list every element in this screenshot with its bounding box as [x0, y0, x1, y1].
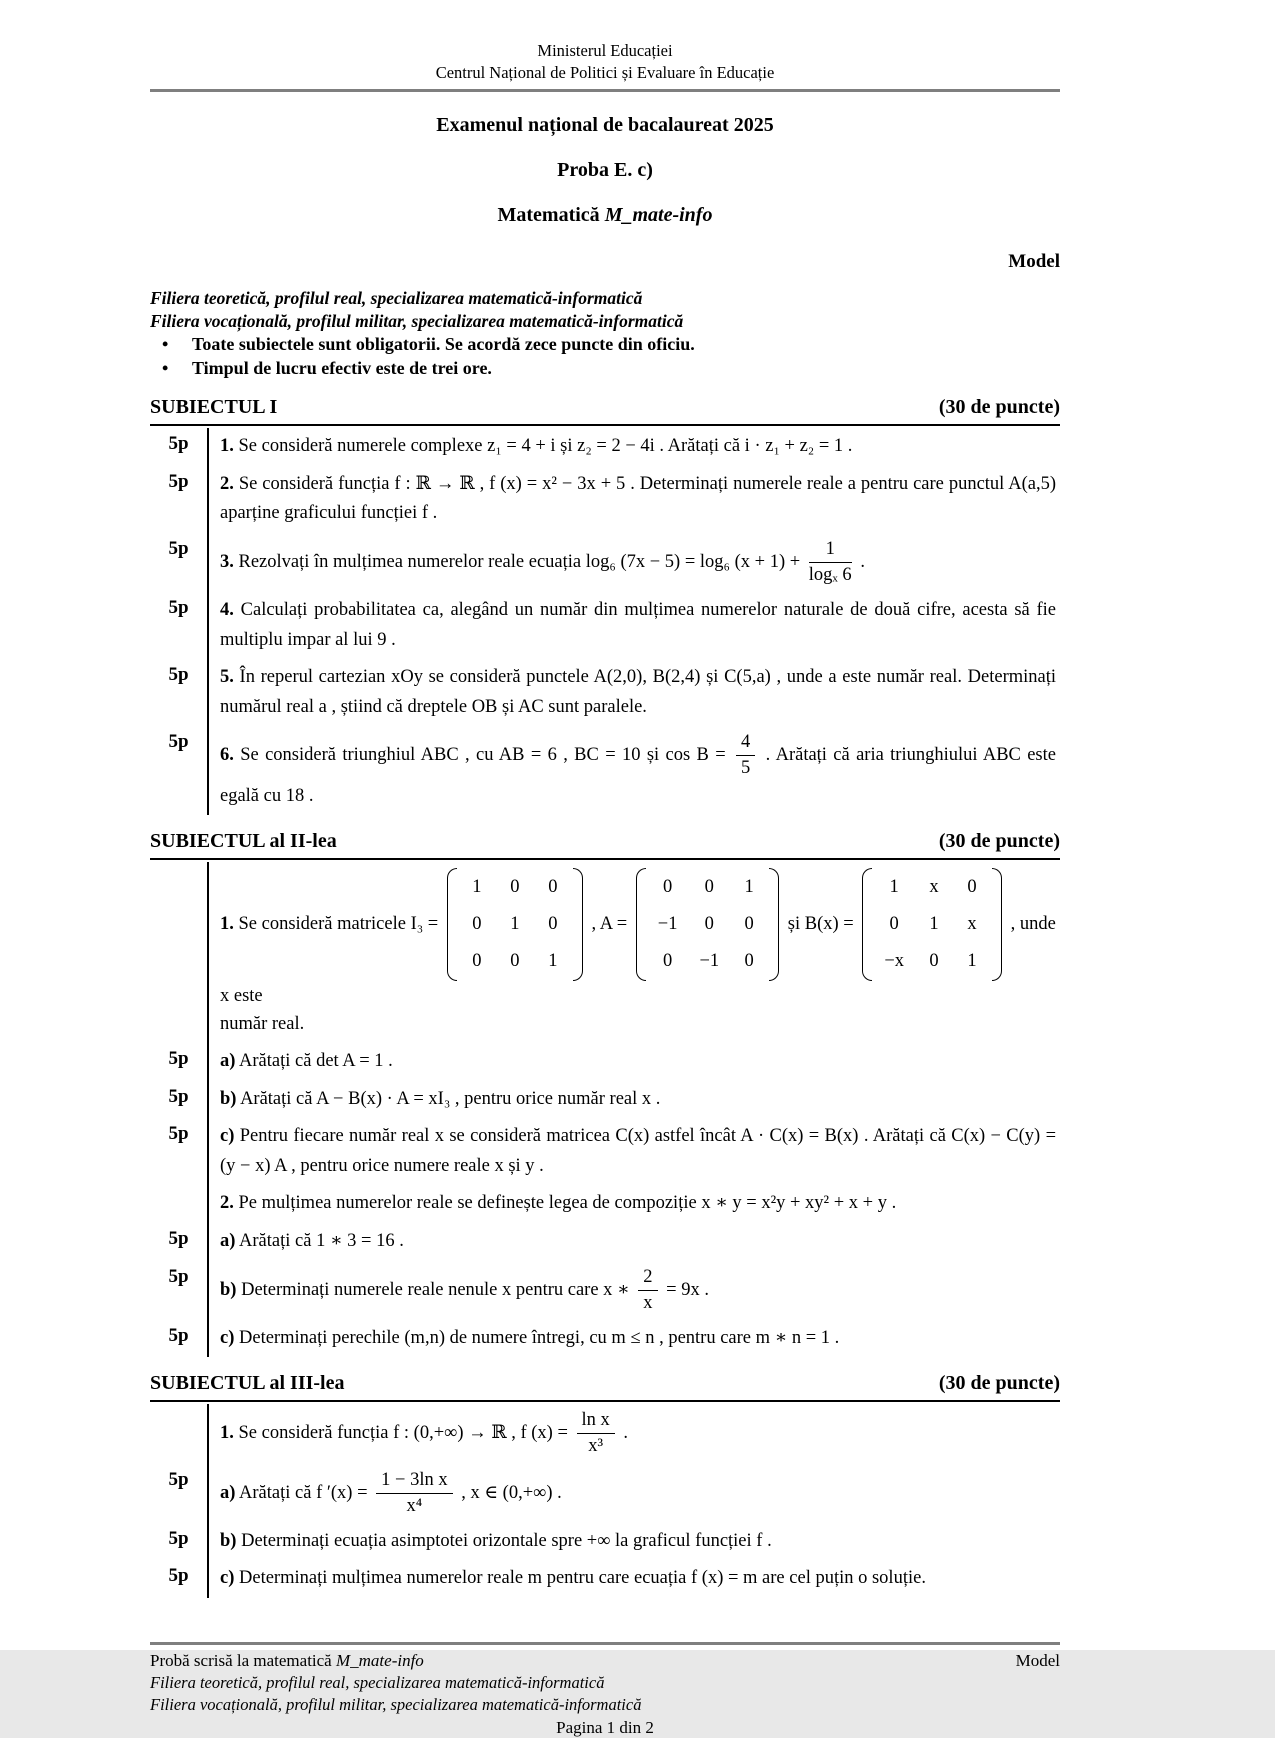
footer-rule: [150, 1642, 1060, 1645]
problem-row: [150, 592, 1060, 659]
fraction: $\frac{2}{x}$: [638, 1266, 657, 1315]
points-badge: 5p: [168, 1527, 189, 1549]
section2-table: [150, 858, 1060, 1357]
problem-letter: a): [220, 1230, 236, 1251]
problem-row: [150, 428, 1060, 466]
bullet-icon: •: [162, 334, 169, 355]
footer-filiera-2: Filiera vocațională, profilul militar, specializarea matematică-informatică: [150, 1695, 642, 1715]
problem-row: [150, 1118, 1060, 1185]
points-spacer: [150, 1185, 207, 1223]
section2-heading: [150, 830, 1060, 853]
problem-text: a) Arătați că det A = 1 .: [207, 1043, 1060, 1081]
problem-number: 2.: [220, 1193, 234, 1214]
problem-text: 1. Se consideră matricele I₃ = 1 0 0 0 1 0 0 0 1 , A = 0 0 1 −1 0 0 0 −1 0 și B(x) = 1 x 0 0 1 x −x 0 1 , unde x este număr real.: [207, 862, 1060, 1043]
exam-title: Examenul național de bacalaureat 2025: [436, 113, 774, 136]
section3-heading: [150, 1372, 1060, 1395]
ministry-name: Ministerul Educației: [537, 41, 673, 60]
problem-number: 1.: [220, 914, 234, 935]
problem-row: [150, 1223, 1060, 1261]
problem-text: c) Determinați perechile (m,n) de numere întregi, cu m ≤ n , pentru care m ∗ n = 1 .: [207, 1320, 1060, 1358]
problem-text: 2. Se consideră funcția f : ℝ → ℝ , f (x) = x² − 3x + 5 . Determinați numerele reale a pentru care punctul A(a,5) aparține graficului funcției f .: [207, 466, 1060, 533]
problem-text: a) Arătați că 1 ∗ 3 = 16 .: [207, 1223, 1060, 1261]
points-spacer: [150, 1404, 207, 1463]
problem-text: c) Pentru fiecare număr real x se consideră matricea C(x) astfel încât A · C(x) = B(x) . Arătați că C(x) − C(y) = (y − x) A , pentru orice numere reale x și y .: [207, 1118, 1060, 1185]
problem-row: [150, 1185, 1060, 1223]
bullet-icon: •: [162, 358, 169, 378]
paren-right-icon: [992, 868, 1002, 981]
header-rule: [150, 89, 1060, 92]
problem-letter: c): [220, 1327, 235, 1348]
points-badge: 5p: [168, 596, 189, 618]
paren-right-icon: [573, 868, 583, 981]
points-badge: 5p: [168, 664, 189, 686]
matrix-I3: 1 0 0 0 1 0 0 0 1: [447, 868, 583, 981]
section1-table: [150, 424, 1060, 815]
paren-right-icon: [769, 868, 779, 981]
page-footer: [150, 1642, 1060, 1738]
section1-title: SUBIECTUL I: [150, 395, 278, 418]
problem-row: [150, 1261, 1060, 1320]
problem-row: [150, 1560, 1060, 1598]
matrix-A: 0 0 1 −1 0 0 0 −1 0: [636, 868, 779, 981]
problem-row: [150, 533, 1060, 592]
footer-subject-prefix: Probă scrisă la matematică: [150, 1651, 336, 1671]
bullet-item-1: [150, 333, 1060, 357]
section2-points: (30 de puncte): [938, 830, 1060, 853]
problem-text: b) Arătați că A − B(x) · A = xI₃ , pentru orice număr real x .: [207, 1081, 1060, 1119]
fraction: $\frac{\text{1 − 3ln x}}{\text{x⁴}}$: [376, 1469, 452, 1518]
problem-row: [150, 1043, 1060, 1081]
problem-text: c) Determinați mulțimea numerelor reale m pentru care ecuația f (x) = m are cel puțin o soluție.: [207, 1560, 1060, 1598]
bullet-text-1: Toate subiectele sunt obligatorii. Se acordă zece puncte din oficiu.: [192, 334, 695, 355]
footer-model-badge: Model: [1015, 1651, 1060, 1671]
problem-letter: c): [220, 1126, 235, 1147]
subject-prefix: Matematică: [497, 203, 605, 226]
problem-number: 1.: [220, 435, 234, 456]
fraction: $\frac{1}{\text{logₓ 6}}$: [808, 538, 852, 585]
bullet-item-2: [150, 357, 1060, 381]
fraction: $\frac{\text{ln x}}{\text{x³}}$: [577, 1409, 615, 1458]
center-name: Centrul Național de Politici și Evaluare în Educație: [435, 62, 775, 82]
problem-letter: a): [220, 1050, 236, 1071]
problem-number: 4.: [220, 599, 234, 620]
points-badge: 5p: [168, 470, 189, 492]
points-badge: 5p: [168, 731, 189, 753]
points-badge: 5p: [168, 1123, 189, 1145]
subject-variant: M_mate-info: [604, 203, 713, 226]
points-badge: 5p: [168, 537, 189, 559]
footer-filiera-1: Filiera teoretică, profilul real, specializarea matematică-informatică: [150, 1673, 605, 1693]
section1-points: (30 de puncte): [938, 395, 1060, 418]
section3-points: (30 de puncte): [938, 1372, 1060, 1395]
problem-text: 1. Se consideră numerele complexe z₁ = 4 + i și z₂ = 2 − 4i . Arătați că i · z₁ + z₂ = 1 .: [207, 428, 1060, 466]
paren-left-icon: [862, 868, 872, 981]
problem-row: [150, 726, 1060, 815]
fraction: $\frac{4}{5}$: [736, 731, 755, 780]
points-badge: 5p: [168, 1565, 189, 1587]
page-number: Pagina 1 din 2: [556, 1718, 654, 1737]
matrix-B: 1 x 0 0 1 x −x 0 1: [862, 868, 1002, 981]
problem-letter: b): [220, 1279, 237, 1300]
points-badge: 5p: [168, 432, 189, 454]
problem-letter: a): [220, 1482, 236, 1503]
problem-number: 1.: [220, 1423, 234, 1444]
model-badge: Model: [1008, 250, 1060, 272]
filiera-block: [150, 287, 1060, 381]
problem-text: 2. Pe mulțimea numerelor reale se definește legea de compoziție x ∗ y = x²y + xy² + x + y .: [207, 1185, 1060, 1223]
points-badge: 5p: [168, 1227, 189, 1249]
intro-continuation: număr real.: [220, 1014, 305, 1035]
problem-text: b) Determinați ecuația asimptotei orizontale spre +∞ la graficul funcției f .: [207, 1523, 1060, 1561]
points-badge: 5p: [168, 1085, 189, 1107]
section1-heading: [150, 396, 1060, 419]
problem-row: [150, 1523, 1060, 1561]
points-spacer: [150, 862, 207, 1043]
footer-subject-variant: M_mate-info: [335, 1651, 424, 1671]
problem-row: [150, 1320, 1060, 1358]
footer-line-1: [150, 1650, 1060, 1672]
problem-text: 3. Rezolvați în mulțimea numerelor reale ecuația log₆ (7x − 5) = log₆ (x + 1) + $\frac{1}{\text{logₓ 6}}$ .: [207, 533, 1060, 592]
exam-proba: Proba E. c): [557, 158, 653, 181]
problem-row: [150, 659, 1060, 726]
problem-letter: b): [220, 1530, 237, 1551]
problem-number: 3.: [220, 551, 234, 572]
problem-number: 6.: [220, 745, 234, 766]
problem-letter: c): [220, 1568, 235, 1589]
exam-subject: [150, 204, 1060, 227]
points-badge: 5p: [168, 1047, 189, 1069]
section3-table: [150, 1400, 1060, 1598]
exam-titles: [150, 114, 1060, 227]
problem-row: [150, 1404, 1060, 1463]
section3-title: SUBIECTUL al III-lea: [150, 1372, 345, 1395]
points-badge: 5p: [168, 1468, 189, 1490]
points-badge: 5p: [168, 1324, 189, 1346]
problem-row: [150, 862, 1060, 1043]
problem-text: 4. Calculați probabilitatea ca, alegând un număr din mulțimea numerelor naturale de două cifre, acesta să fie multiplu impar al lui 9 .: [207, 592, 1060, 659]
filiera-line-2: Filiera vocațională, profilul militar, specializarea matematică-informatică: [150, 310, 684, 331]
bullet-text-2: Timpul de lucru efectiv este de trei ore.: [192, 358, 492, 378]
paren-left-icon: [447, 868, 457, 981]
problem-number: 2.: [220, 473, 234, 494]
problem-text: 5. În reperul cartezian xOy se consideră punctele A(2,0), B(2,4) și C(5,a) , unde a este număr real. Determinați numărul real a , știind că dreptele OB și AC sunt paralele.: [207, 659, 1060, 726]
problem-row: [150, 466, 1060, 533]
problem-letter: b): [220, 1088, 237, 1109]
problem-number: 5.: [220, 667, 234, 688]
problem-row: [150, 1464, 1060, 1523]
problem-text: a) Arătați că f ′(x) = $\frac{\text{1 − 3ln x}}{\text{x⁴}}$ , x ∈ (0,+∞) .: [207, 1464, 1060, 1523]
problem-text: 6. Se consideră triunghiul ABC , cu AB = 6 , BC = 10 și cos B = $\frac{4}{5}$ . Arătați că aria triunghiului ABC este egală cu 18 .: [207, 726, 1060, 815]
ministry-header: [150, 40, 1060, 84]
problem-text: 1. Se consideră funcția f : (0,+∞) → ℝ , f (x) = $\frac{\text{ln x}}{\text{x³}}$ .: [207, 1404, 1060, 1463]
section2-title: SUBIECTUL al II-lea: [150, 830, 337, 853]
filiera-line-1: Filiera teoretică, profilul real, specializarea matematică-informatică: [150, 287, 643, 308]
problem-text: b) Determinați numerele reale nenule x pentru care x ∗ $\frac{2}{x}$ = 9x .: [207, 1261, 1060, 1320]
points-badge: 5p: [168, 1265, 189, 1287]
paren-left-icon: [636, 868, 646, 981]
problem-row: [150, 1081, 1060, 1119]
